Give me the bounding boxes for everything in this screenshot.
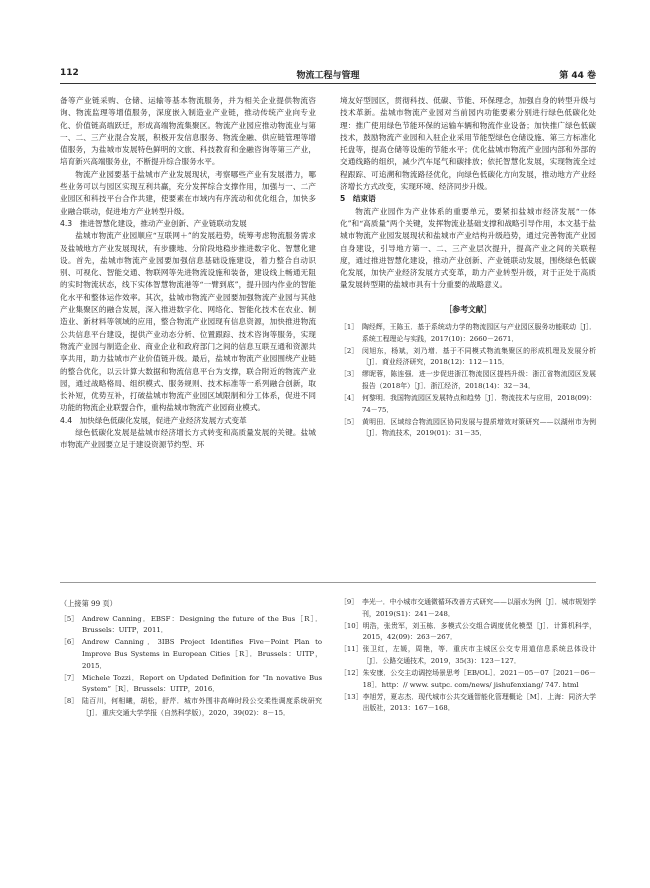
page-number: 112 — [60, 68, 79, 78]
right-column — [340, 95, 596, 440]
reference-number: ［9］ — [340, 598, 359, 606]
paragraph: 绿色低碳化发展是盐城市经济增长方式转变和高质量发展的关键。盐城市物流产业园要立足于建设资源节约型、环 — [60, 428, 316, 450]
reference-number: ［12］ — [340, 669, 363, 678]
reference-item — [340, 597, 596, 620]
reference-number: ［4］ — [340, 394, 359, 403]
reference-text: 何黎明．我国物流园区发展特点和趋势［J］．物流技术与应用，2018(09)：74－75． — [362, 394, 596, 414]
reference-text: Michele Tozzi．Report on Updated Definition for “In novative Bus System”［R］．Brussels：UITP，2016． — [82, 673, 322, 694]
page-header — [60, 68, 596, 82]
reference-number: ［10］ — [340, 621, 363, 630]
reference-item — [60, 673, 322, 696]
header-rule — [60, 83, 596, 84]
reference-number: ［5］ — [60, 614, 79, 623]
reference-item — [60, 696, 322, 719]
reference-list — [340, 322, 596, 440]
continued-note: （上接第 99 页） — [60, 599, 117, 608]
reference-number: ［2］ — [340, 346, 359, 355]
continued-references-right — [340, 597, 596, 715]
reference-text: 陶经辉，王陈玉．基于系统动力学的物流园区与产业园区服务功能联动［J］．系统工程理论与实践，2017(10)：2660－2671． — [362, 323, 596, 343]
paragraph: 物流产业园作为产业体系的重要单元，要紧扣盐城市经济发展“一体化”和“高质量”两个关键，发挥物流业基础支撑和战略引导作用，本文基于盐城市物流产业园发展现状和盐城市产业结构升级趋势，通过完善物流产业园自身建设，引导地方第一、二、三产业层次提升，提高产业之间的关联程度，通过推进智慧化建设，推动产业创新、产业链联动发展，围绕绿色低碳化发展，加快产业经济发展方式变革，助力产业转型升级，对于正处于高质量发展转型期的盐城市具有十分重要的战略意义。 — [340, 206, 596, 290]
section-heading-4-3: 4.3 推进智慧化建设，推动产业创新、产业链联动发展 — [60, 218, 247, 228]
reference-item — [340, 346, 596, 369]
reference-text: 明浩，张贵军，刘玉栋．多模式公交组合调度优化模型［J］．计算机科学，2015，42(09)：263－267． — [362, 621, 596, 642]
section-heading-5: 5 结束语 — [340, 194, 376, 204]
reference-item — [60, 614, 322, 637]
reference-text: 缪昵蓉，陈连强．进一步促进浙江物流园区提档升级：浙江省物流园区发展报告（2018年）［J］．浙江经济，2018(14)：32－34． — [362, 370, 596, 391]
reference-number: ［5］ — [340, 417, 359, 426]
reference-item — [340, 621, 596, 644]
paragraph: 备等产业链采购、仓储、运输等基本物流服务，并为相关企业提供物流咨询、物流监理等增值服务，深度嵌入制造业产业链，推动传统产业向专业化、价值链高端跃迁，形成高端物流集聚区。物流产业园应推动物流业与第一、二、三产业混合发展，积极开发信息服务、物流金融、供应链管理等增值服务，为盐城市发展特色鲜明的文旅、科技教育和金融咨询等第三产业，培育新兴高端服务业，不断提升综合服务水平。 — [60, 96, 316, 167]
reference-item — [340, 393, 596, 416]
reference-item — [60, 637, 322, 672]
continued-references-left — [60, 598, 322, 720]
reference-text: Andrew Canning．3IBS Project Identifies Five－Point Plan to Improve Bus Systems in European Cities［R］．Brussels：UITP，2015． — [82, 638, 322, 670]
reference-item — [340, 668, 596, 691]
reference-number: ［13］ — [340, 692, 363, 701]
volume-label: 第 44 卷 — [559, 71, 596, 81]
reference-text: 闵旭东，杨斌，刘乃增．基于不同模式物流集聚区的形成机理及发展分析［J］．商业经济研究，2018(12)：112－115． — [362, 346, 596, 367]
section-divider — [60, 582, 596, 583]
reference-item — [340, 644, 596, 667]
paragraph: 境友好型园区，贯彻科技、低碳、节能、环保理念，加强自身的转型升级与技术革新。盐城市物流产业园对当前园内功能要素分别进行绿色低碳化处理：推广使用绿色节能环保的运输车辆和物流作业设备；加快推广绿色低碳技术，鼓励物流产业园和入驻企业采用节能型绿色仓储设施、第三方标准化托盘等，提高仓储等设施的节能水平；优化盐城市物流产业园内部和外部的交通线路的组织，减少汽车尾气和碳排放；依托智慧化发展，实现物流全过程跟踪、可追溯和物流路径优化，向绿色低碳化方向发展，推动地方产业经济增长方式改变，实现环境、经济同步升级。 — [340, 96, 596, 192]
reference-number: ［6］ — [60, 638, 79, 647]
reference-number: ［8］ — [60, 697, 79, 706]
reference-text: 陆百川，何相曦，胡松，舒芹．城市外围非高峰时段公交柔性调度系统研究［J］．重庆交通大学学报（自然科学版），2020，39(02)：8－15． — [82, 697, 322, 718]
reference-item — [340, 417, 596, 440]
reference-text: 黄明田．区域综合物流园区协同发展与提质增效对策研究——以湖州市为例［J］．物流技术，2019(01)：31－35． — [362, 417, 596, 438]
left-column — [60, 95, 316, 452]
reference-text: 李旭芳，夏志杰．现代城市公共交通智能化管理概论［M］．上海：同济大学出版社，2013：167－168． — [362, 692, 596, 713]
reference-number: ［11］ — [340, 645, 363, 654]
reference-item — [340, 369, 596, 392]
section-heading-4-4: 4.4 加快绿色低碳化发展，促进产业经济发展方式变革 — [60, 415, 247, 425]
reference-text: 朱安康．公交主动调控场景思考［EB/OL］．2021－05－07［2021－06－18］．http：// www. sutpc. com/news/ jishufenxiang/ 747. html — [362, 669, 596, 689]
references-title: ［参考文献］ — [444, 304, 492, 314]
reference-number: ［1］ — [340, 323, 359, 332]
paragraph: 物流产业园要基于盐城市产业发展现状，考察哪些产业有发展潜力，哪些业务可以与园区实现互利共赢，充分发挥综合支撑作用，加强与一、二产业园区和科技平台合作共建，使要素在市域内有序流动和优化组合，加快多业融合联动，促进地方产业转型升级。 — [60, 169, 316, 216]
journal-name: 物流工程与管理 — [296, 71, 360, 81]
reference-list — [340, 597, 596, 715]
reference-list — [60, 614, 322, 720]
reference-text: 李光一．中小城市交通微循环改善方式研究——以丽水为例［J］．城市规划学刊，2019(S1)：241－248． — [362, 598, 596, 618]
reference-item — [340, 692, 596, 715]
reference-text: Andrew Canning．EBSF：Designing the future of the Bus［R］．Brussels：UITP，2011． — [82, 614, 322, 635]
reference-item — [340, 322, 596, 345]
paragraph: 盐城市物流产业园顺应“互联网＋”的发展趋势，统筹考虑物流服务需求及盐城地方产业发展现状，有步骤地、分阶段地稳步推进数字化、智慧化建设。首先，盐城市物流产业园要加强信息基础设施建设，着力整合自动识别、可视化、智能交通、物联网等先进物流设施和装备，建设线上畅通无阻的实时物流状态，线下实体智慧物流港等“一臂到底”，提升园内作业的智能化水平和整体运作效率。其次，盐城市物流产业园要加强物流产业园与其他产业集聚区的融合发展，深入推进数字化、网络化、智能化技术在农业、制造业、新材料等领域的应用，整合物流产业园现有信息资源，加快推进物流公共信息平台建设，提供产业动态分析、位置跟踪、技术咨询等服务，实现物流产业园与制造企业、商业企业和政府部门之间的信息互联互通和资源共享共用，助力盐城市产业价值链升级。最后，盐城市物流产业园围绕产业链的整合优化，以云计算大数据和物流信息平台为支撑，联合附近的物流产业园，通过战略格局、组织模式、服务规则、技术标准等一系列融合创新，取长补短，优势互补，打破盐城市物流产业园区域限制和分工体系，促进不同功能的物流企业联盟合作，重构盐城市物流产业园商业模式。 — [60, 231, 316, 413]
reference-number: ［3］ — [340, 370, 359, 379]
reference-number: ［7］ — [60, 673, 79, 682]
reference-text: 张卫红，左媛，周艳，等．重庆市主城区公交专用道信息系统总体设计［J］．公路交通技术，2019，35(3)：123－127． — [362, 645, 596, 665]
